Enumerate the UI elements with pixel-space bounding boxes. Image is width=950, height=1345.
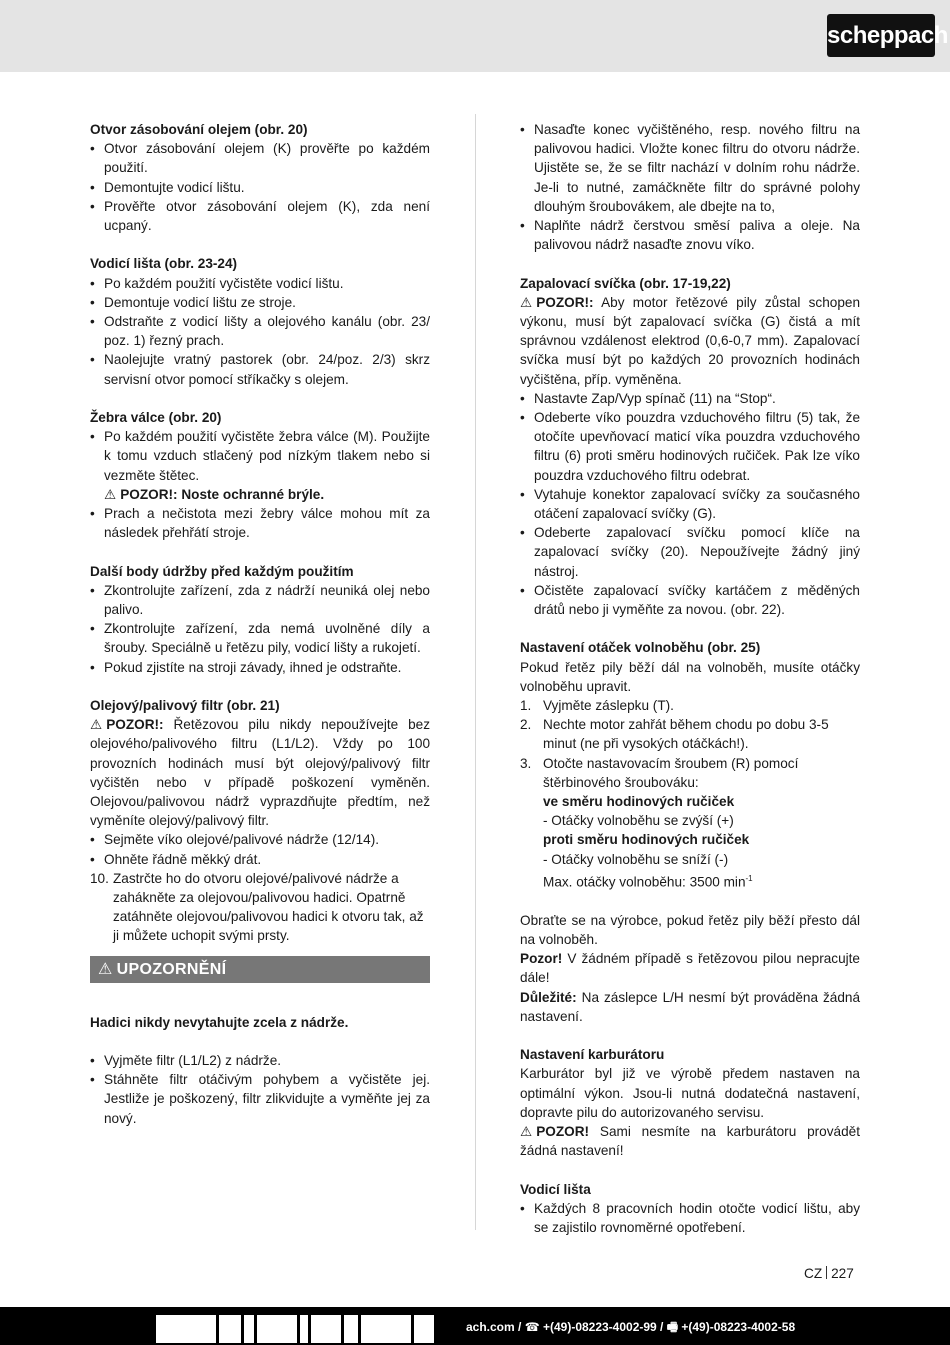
section-filter-continued [520, 120, 860, 254]
warning-text: Aby motor řetězové pily zůstal schopen výkonu, musí být zapalovací svíčka (G) čistá a mít správnou vzdálenost elektrod (0,6-0,7 mm). Zapalovací svíčka musí být po každých 20 provozních hodinách vyčištěna, příp. vyměněna. [520, 294, 860, 387]
list-item: • Sejměte víko olejové/palivové nádrže (12/14). [90, 830, 430, 849]
list-item: • Každých 8 pracovních hodin otočte vodicí lištu, aby se zajistilo rovnoměrné opotřebení. [520, 1199, 860, 1237]
section-guide-bar [90, 254, 430, 388]
paragraph: Karburátor byl již ve výrobě předem nastaven na optimální výkon. Jsou-li nutná dodatečná nastavení, dopravte pilu do autorizovaného servisu. [520, 1066, 860, 1120]
list-number: 10. [90, 870, 109, 886]
warning-icon: ⚠ [520, 1124, 533, 1140]
warning-text: Řetězovou pilu nikdy nepoužívejte bez olejového/palivového filtru (L1/L2). Vždy po 100 provozních hodinách musí být olejový/palivový filtr vyčištěn nebo v případě poškození vyměněn. Olejovou/palivovou nádrž vyprazdňujte předtím, než vyměníte olejový/palivový filtr. [90, 717, 430, 829]
page-number [804, 1266, 854, 1281]
section-title: Zapalovací svíčka (obr. 17-19,22) [520, 275, 731, 291]
list-item: • Ohněte řádně měkký drát. [90, 850, 430, 869]
warning-banner [90, 956, 430, 983]
list-item: • Stáhněte filtr otáčivým pohybem a vyčistěte jej. Jestliže je poškozený, filtr zlikvidujte a vyměňte jej za nový. [90, 1070, 430, 1128]
footer-bar [0, 1307, 950, 1345]
page-number-separator [826, 1266, 827, 1279]
paragraph: Obraťte se na výrobce, pokud řetěz pily běží přesto dál na volnoběh. [520, 912, 860, 948]
section-oil-supply [90, 120, 430, 235]
list-item: • Otvor zásobování olejem (K) prověřte po každém použití. [90, 139, 430, 177]
list-item: • Vyjměte filtr (L1/L2) z nádrže. [90, 1051, 430, 1070]
column-divider [475, 114, 476, 1230]
list-item: • Odeberte víko pouzdra vzduchového filtru (5) tak, že otočíte upevňovací maticí víka pouzdra vzduchového filtru (6) proti směru hodinových ručiček. Pak lze víko pouzdra vzduchového filtru odebrat. [520, 408, 860, 485]
section-oil-fuel-filter [90, 696, 430, 946]
warning-paragraph [520, 1122, 860, 1160]
warning-label: POZOR!: [106, 717, 164, 733]
list-item: • Demontuje vodicí lištu ze stroje. [90, 293, 430, 312]
list-item: • Demontujte vodicí lištu. [90, 178, 430, 197]
intro-text: Pokud řetěz pily běží dál na volnoběh, musíte otáčky volnoběhu upravit. [520, 659, 860, 694]
section-title: Další body údržby před každým použitím [90, 563, 354, 579]
page-lang: CZ [804, 1266, 823, 1281]
list-item: • Po každém použití vyčistěte vodicí lištu. [90, 274, 430, 293]
list-item: • Nasaďte konec vyčištěného, resp. nového filtru na palivovou hadici. Vložte konec filtru do otvoru nádrže. Ujistěte se, že se filtr nachází v dolním rohu nádrže. Je-li to nutné, zamáčkněte filtr do správné polohy dlouhým šroubovákem, ale dbejte na to, [520, 120, 860, 216]
warning-icon: ⚠ [104, 486, 117, 502]
section-idle-speed [520, 638, 860, 1026]
list-item: • Odstraňte z vodicí lišty a olejového kanálu (obr. 23/ poz. 1) řezný prach. [90, 312, 430, 350]
section-title: Olejový/palivový filtr (obr. 21) [90, 698, 280, 714]
warning-label: POZOR! [536, 1124, 590, 1140]
max-idle-unit-sup: -1 [745, 873, 753, 883]
list-item: • Prověřte otvor zásobování olejem (K), zda není ucpaný. [90, 197, 430, 235]
header-bar [0, 0, 950, 72]
warning-paragraph [520, 293, 860, 389]
section-title: Žebra válce (obr. 20) [90, 410, 222, 426]
section-carburetor [520, 1045, 860, 1160]
section-title: Vodicí lišta (obr. 23-24) [90, 256, 238, 272]
list-item: • Vytahuje konektor zapalovací svíčky za současného otáčení zapalovací svíčky (G). [520, 485, 860, 523]
list-item [90, 427, 430, 504]
section-title: Otvor zásobování olejem (obr. 20) [90, 122, 308, 137]
left-column [90, 120, 430, 1128]
list-item: • Zkontrolujte zařízení, zda z nádrží neuniká olej nebo palivo. [90, 581, 430, 619]
list-item: • Odeberte zapalovací svíčku pomocí klíče na zapalovací svíčky (20). Nepoužívejte žádný jiný nástroj. [520, 523, 860, 581]
warning-icon: ⚠ [90, 717, 103, 733]
warning-icon: ⚠ [98, 960, 113, 978]
footer-redacted-block [156, 1315, 466, 1343]
footer-contact: ach.com / ☎ +(49)-08223-4002-99 / 🖷 +(49)-08223-4002-58 [466, 1320, 796, 1334]
brand-logo: scheppach [827, 14, 935, 57]
warning-text: Sami nesmíte na karburátoru provádět žádná nastavení! [520, 1124, 860, 1159]
section-title: Nastavení karburátoru [520, 1047, 665, 1063]
section-title: Hadici nikdy nevytahujte zcela z nádrže. [90, 1014, 349, 1030]
clockwise-text: - Otáčky volnoběhu se zvýší (+) [543, 813, 734, 829]
paragraph-label: Důležité: [520, 989, 577, 1005]
list-number: 3. [520, 755, 532, 771]
list-number: 2. [520, 717, 532, 733]
section-maintenance-points [90, 562, 430, 677]
list-item: • Pokud zjistíte na stroji závady, ihned je odstraňte. [90, 658, 430, 677]
list-item: • Očistěte zapalovací svíčky kartáčem z měděných drátů nebo ji vyměňte za novou. (obr. 22). [520, 581, 860, 619]
list-item [520, 754, 860, 792]
paragraph-label: Pozor! [520, 951, 563, 967]
list-item-text: Zastrčte ho do otvoru olejové/palivové nádrže a zahákněte za olejovou/palivovou hadici. Opatrně zatáhněte olejovou/palivovou hadici k otvoru tak, až ji můžete uchopit svými prsty. [113, 870, 424, 944]
paragraph: Pozor! V žádném případě s řetězovou pilou nepracujte dále! [520, 951, 860, 986]
list-item-text: Otočte nastavovacím šroubem (R) pomocí štěrbinového šroubováku: [543, 755, 799, 790]
list-item: • Prach a nečistota mezi žebry válce mohou mít za následek přehřátí stroje. [90, 504, 430, 542]
list-item [520, 715, 860, 753]
max-idle-speed: Max. otáčky volnoběhu: 3500 $\min^{-1}$ [543, 873, 753, 890]
right-column [520, 120, 860, 1237]
list-item-text: Vyjměte záslepku (T). [543, 698, 674, 714]
section-spark-plug [520, 274, 860, 620]
list-item-text: Nechte motor zahřát během chodu po dobu 3-5 minut (ne při vysokých otáčkách!). [543, 717, 829, 752]
list-item [90, 869, 430, 946]
section-guide-bar-rotation [520, 1180, 860, 1238]
warning-banner-label: UPOZORNĚNÍ [116, 960, 227, 978]
warning-label: POZOR!: [536, 294, 594, 310]
list-item: • Zkontrolujte zařízení, zda nemá uvolněné díly a šrouby. Speciálně u řetězu pily, vodicí lišty a rukojetí. [90, 619, 430, 657]
section-hose-warning [90, 1013, 430, 1128]
paragraph: Důležité: Na záslepce L/H nesmí být prováděna žádná nastavení. [520, 989, 861, 1024]
section-title: Vodicí lišta [520, 1181, 591, 1197]
clockwise-label: ve směru hodinových ručiček [543, 794, 735, 810]
list-item [520, 696, 860, 715]
warning-icon: ⚠ [520, 294, 533, 310]
section-title: Nastavení otáček volnoběhu (obr. 25) [520, 640, 761, 656]
counterclockwise-text: - Otáčky volnoběhu se sníží (-) [543, 851, 729, 867]
adjustment-directions [520, 792, 860, 892]
counterclockwise-label: proti směru hodinových ručiček [543, 832, 750, 848]
list-number: 1. [520, 698, 532, 714]
warning-text: POZOR!: Noste ochranné brýle. [120, 486, 325, 502]
page-num: 227 [831, 1266, 854, 1281]
warning-paragraph [90, 715, 430, 830]
list-item-text: Po každém použití vyčistěte žebra válce (M). Použijte k tomu vzduch stlačený pod nízkým tlakem nebo si vezměte štětec. [104, 429, 430, 483]
list-item: • Naolejujte vratný pastorek (obr. 24/poz. 2/3) skrz servisní otvor pomocí stříkačky s olejem. [90, 350, 430, 388]
list-item: • Nastavte Zap/Vyp spínač (11) na “Stop“. [520, 389, 860, 408]
list-item: • Naplňte nádrž čerstvou směsí paliva a oleje. Na palivovou nádrž nasaďte znovu víko. [520, 216, 860, 254]
section-cylinder-fins [90, 408, 430, 542]
